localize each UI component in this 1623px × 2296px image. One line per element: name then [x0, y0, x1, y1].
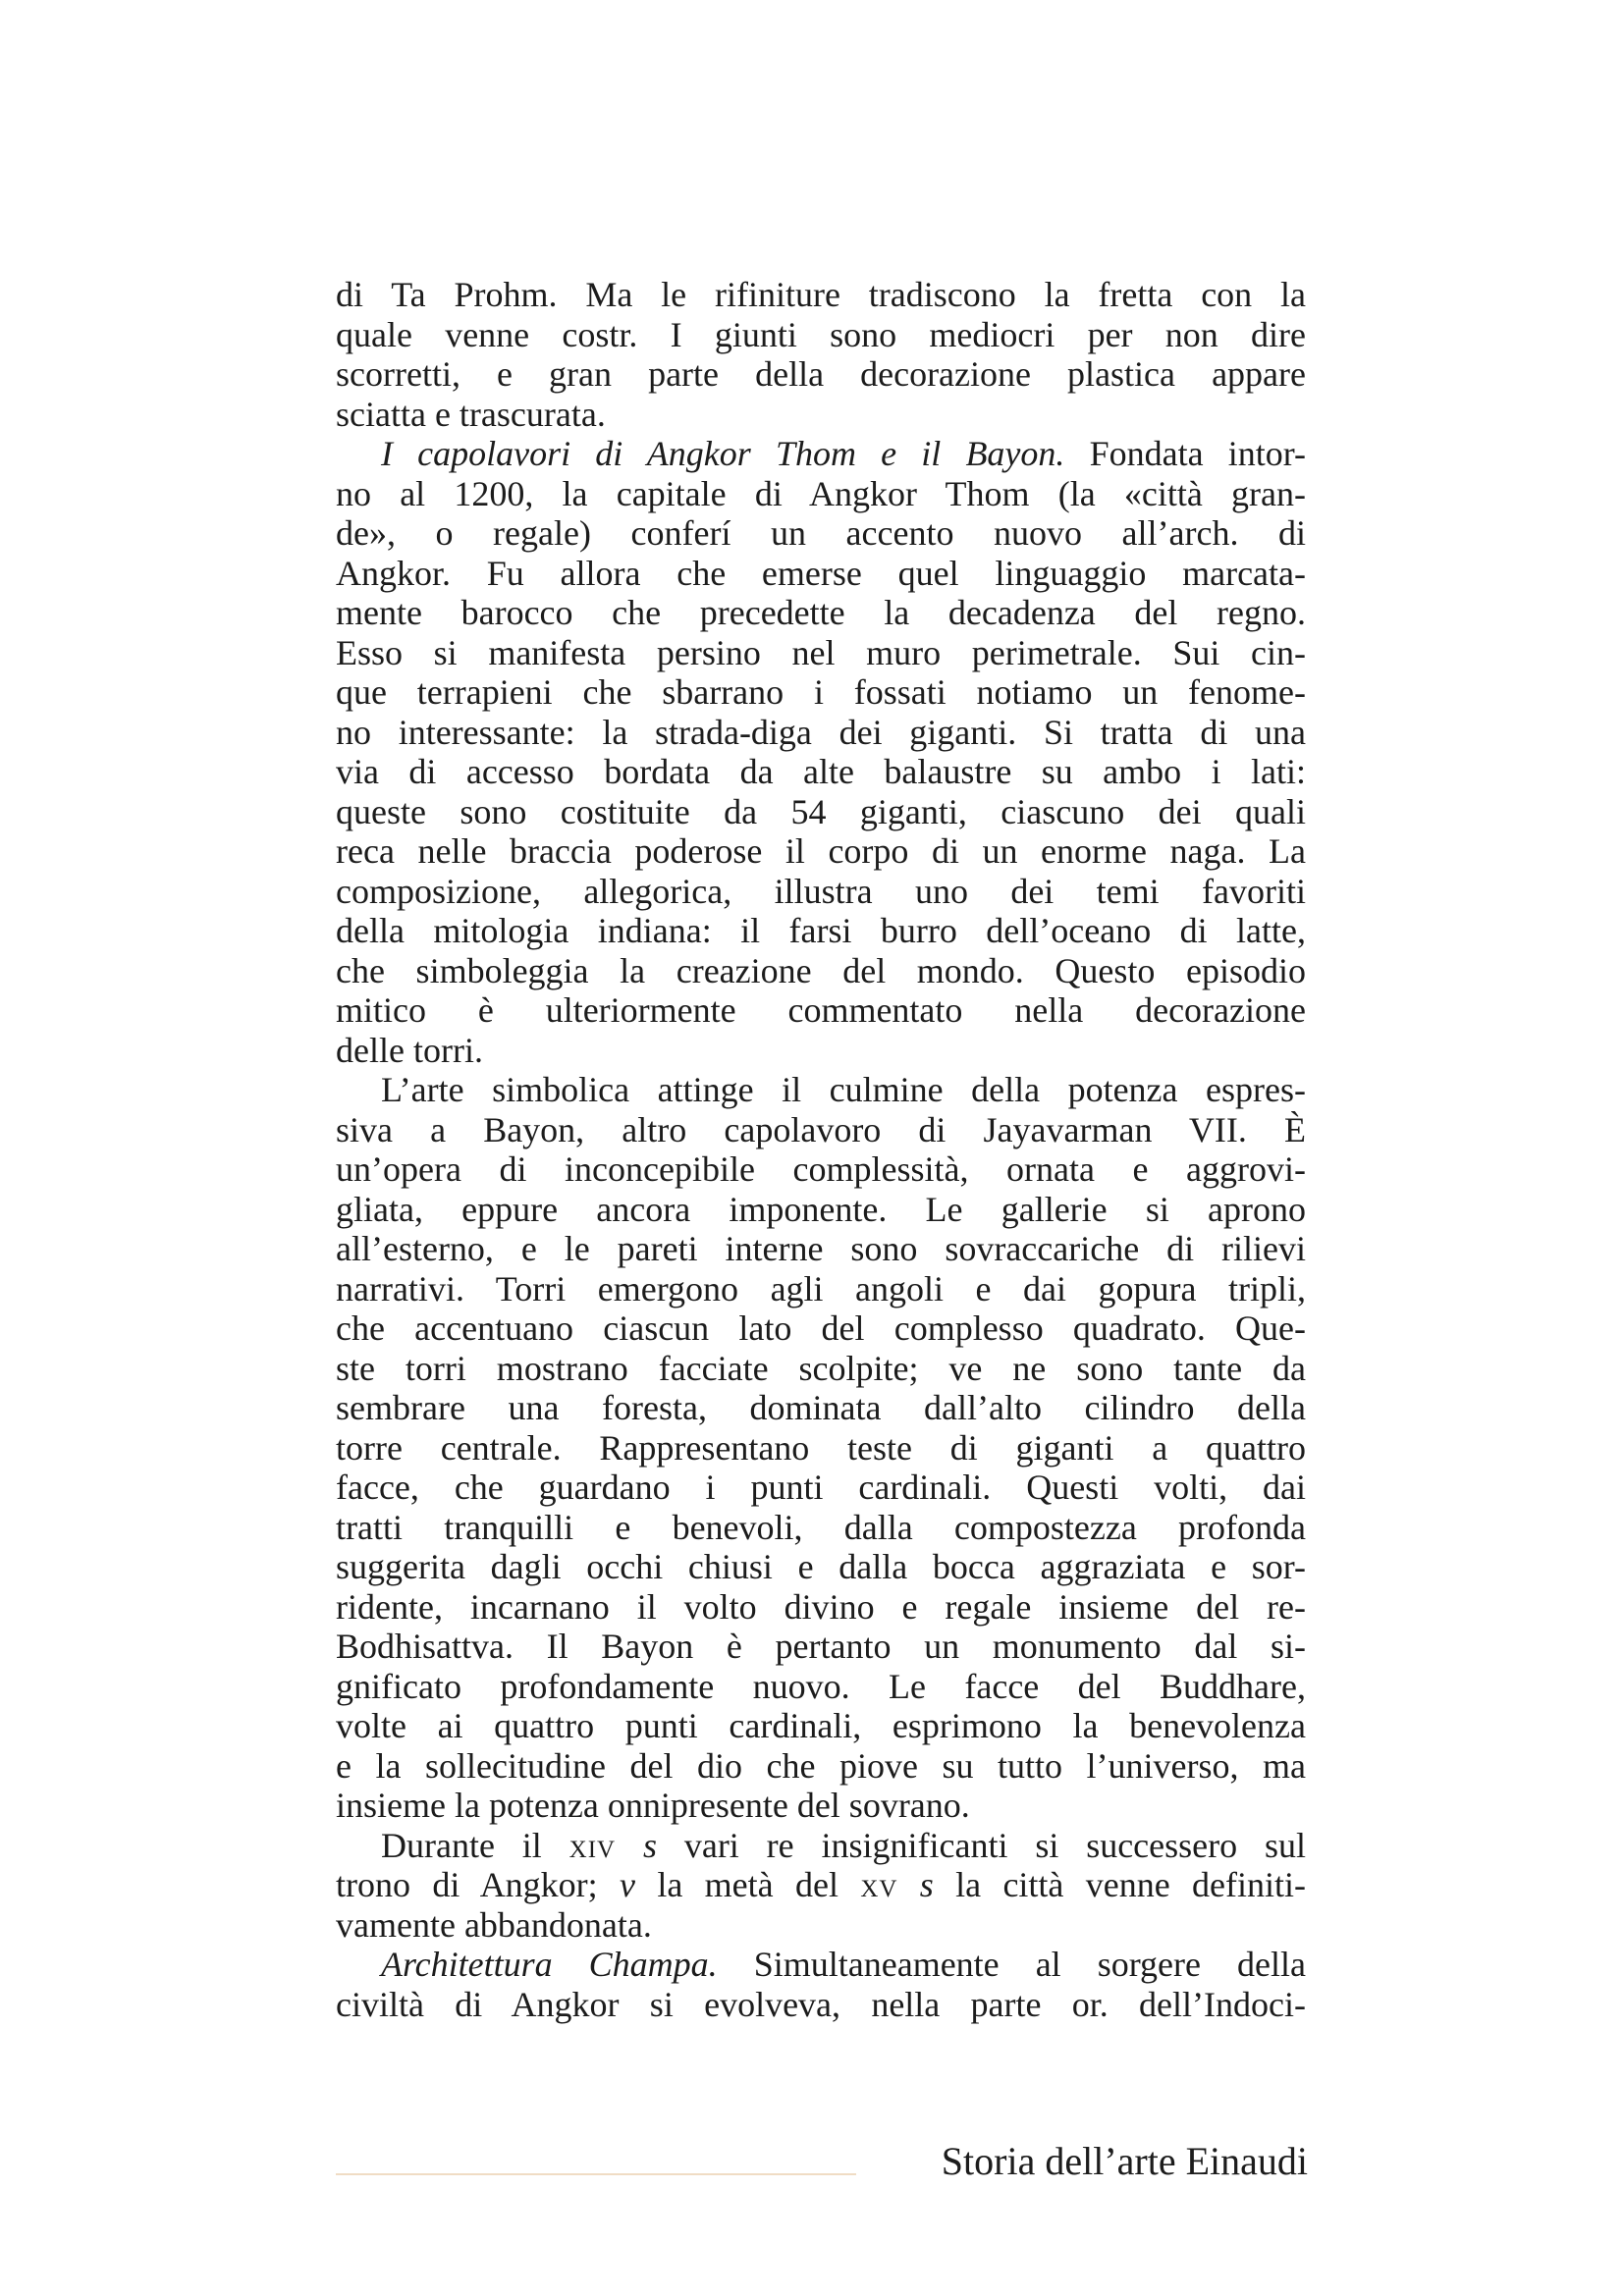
text-line: della mitologia indiana: il farsi burro dell’oceano di latte, [336, 911, 1306, 950]
text-line: composizione, allegorica, illustra uno dei temi favoriti [336, 871, 1306, 911]
text-line: no al 1200, la capitale di Angkor Thom (la «città gran- [336, 473, 1306, 513]
text-line: delle torri. [336, 1030, 483, 1070]
text-line: volte ai quattro punti cardinali, esprimono la benevolenza [336, 1706, 1306, 1745]
text-line: gliata, eppure ancora imponente. Le gallerie si aprono [336, 1189, 1306, 1229]
text-line: un’opera di inconcepibile complessità, ornata e aggrovi- [336, 1149, 1306, 1189]
text-line: queste sono costituite da 54 giganti, ciascuno dei quali [336, 791, 1306, 831]
text-line: via di accesso bordata da alte balaustre su ambo i lati: [336, 752, 1306, 791]
text-line: Durante il xiv s vari re insignificanti si successero sul [381, 1825, 1306, 1865]
text-line: narrativi. Torri emergono agli angoli e dai gopura tripli, [336, 1268, 1306, 1308]
century-xiv: xiv [568, 1825, 617, 1865]
text-line: ste torri mostrano facciate scolpite; ve ne sono tante da [336, 1348, 1306, 1388]
text-line: all’esterno, e le pareti interne sono sovraccariche di rilievi [336, 1229, 1306, 1268]
text-line: Angkor. Fu allora che emerse quel linguaggio marcata- [336, 553, 1306, 593]
text-line: mente barocco che precedette la decadenza del regno. [336, 593, 1306, 632]
text-line: I capolavori di Angkor Thom e il Bayon. Fondata intor- [381, 434, 1306, 473]
section-heading-champa: Architettura Champa. [381, 1945, 718, 1984]
text-line: Esso si manifesta persino nel muro perimetrale. Sui cin- [336, 632, 1306, 672]
text-line: sciatta e trascurata. [336, 394, 606, 434]
text-line: e la sollecitudine del dio che piove su tutto l’universo, ma [336, 1745, 1306, 1786]
text-line: gnificato profondamente nuovo. Le facce del Buddhare, [336, 1666, 1306, 1706]
text-line: mitico è ulteriormente commentato nella decorazione [336, 990, 1306, 1030]
text-line: no interessante: la strada-diga dei giganti. Si tratta di una [336, 712, 1306, 752]
text-line: insieme la potenza onnipresente del sovrano. [336, 1786, 970, 1825]
text-line: reca nelle braccia poderose il corpo di un enorme naga. La [336, 831, 1306, 871]
page-footer [336, 2138, 1308, 2197]
footer-rule [336, 2173, 856, 2175]
text-line: scorretti, e gran parte della decorazione plastica appare [336, 354, 1306, 394]
text-line: suggerita dagli occhi chiusi e dalla bocca aggraziata e sor- [336, 1547, 1306, 1586]
text-line: che simboleggia la creazione del mondo. Questo episodio [336, 950, 1306, 990]
text-line: di Ta Prohm. Ma le rifiniture tradiscono la fretta con la [336, 275, 1306, 314]
text-line: torre centrale. Rappresentano teste di giganti a quattro [336, 1427, 1306, 1468]
text-line: civiltà di Angkor si evolveva, nella parte or. dell’Indoci- [336, 1984, 1306, 2024]
text-line: Bodhisattva. Il Bayon è pertanto un monumento dal si- [336, 1627, 1306, 1666]
text-line: ridente, incarnano il volto divino e regale insieme del re- [336, 1586, 1306, 1627]
century-xv: xv [860, 1865, 898, 1904]
footer-title: Storia dell’arte Einaudi [941, 2139, 1308, 2183]
text-line: trono di Angkor; v la metà del xv s la città venne definiti- [336, 1865, 1307, 1904]
text-line: siva a Bayon, altro capolavoro di Jayavarman VII. È [336, 1109, 1306, 1149]
text-line: de», o regale) conferí un accento nuovo all’arch. di [336, 513, 1306, 553]
text-line: Architettura Champa. Simultaneamente al sorgere della [381, 1945, 1306, 1984]
text-line: quale venne costr. I giunti sono mediocri per non dire [336, 314, 1306, 354]
text-line: sembrare una foresta, dominata dall’alto cilindro della [336, 1388, 1306, 1427]
body-text [336, 275, 1306, 2024]
text-line: L’arte simbolica attinge il culmine della potenza espres- [381, 1070, 1306, 1109]
text-line: tratti tranquilli e benevoli, dalla compostezza profonda [336, 1507, 1306, 1547]
text-line: che accentuano ciascun lato del complesso quadrato. Que- [336, 1308, 1306, 1348]
text-line: vamente abbandonata. [336, 1904, 652, 1945]
section-heading-angkor-thom: I capolavori di Angkor Thom e il Bayon. [381, 434, 1065, 473]
text-line: que terrapieni che sbarrano i fossati notiamo un fenome- [336, 672, 1306, 712]
text-line: facce, che guardano i punti cardinali. Questi volti, dai [336, 1468, 1306, 1507]
